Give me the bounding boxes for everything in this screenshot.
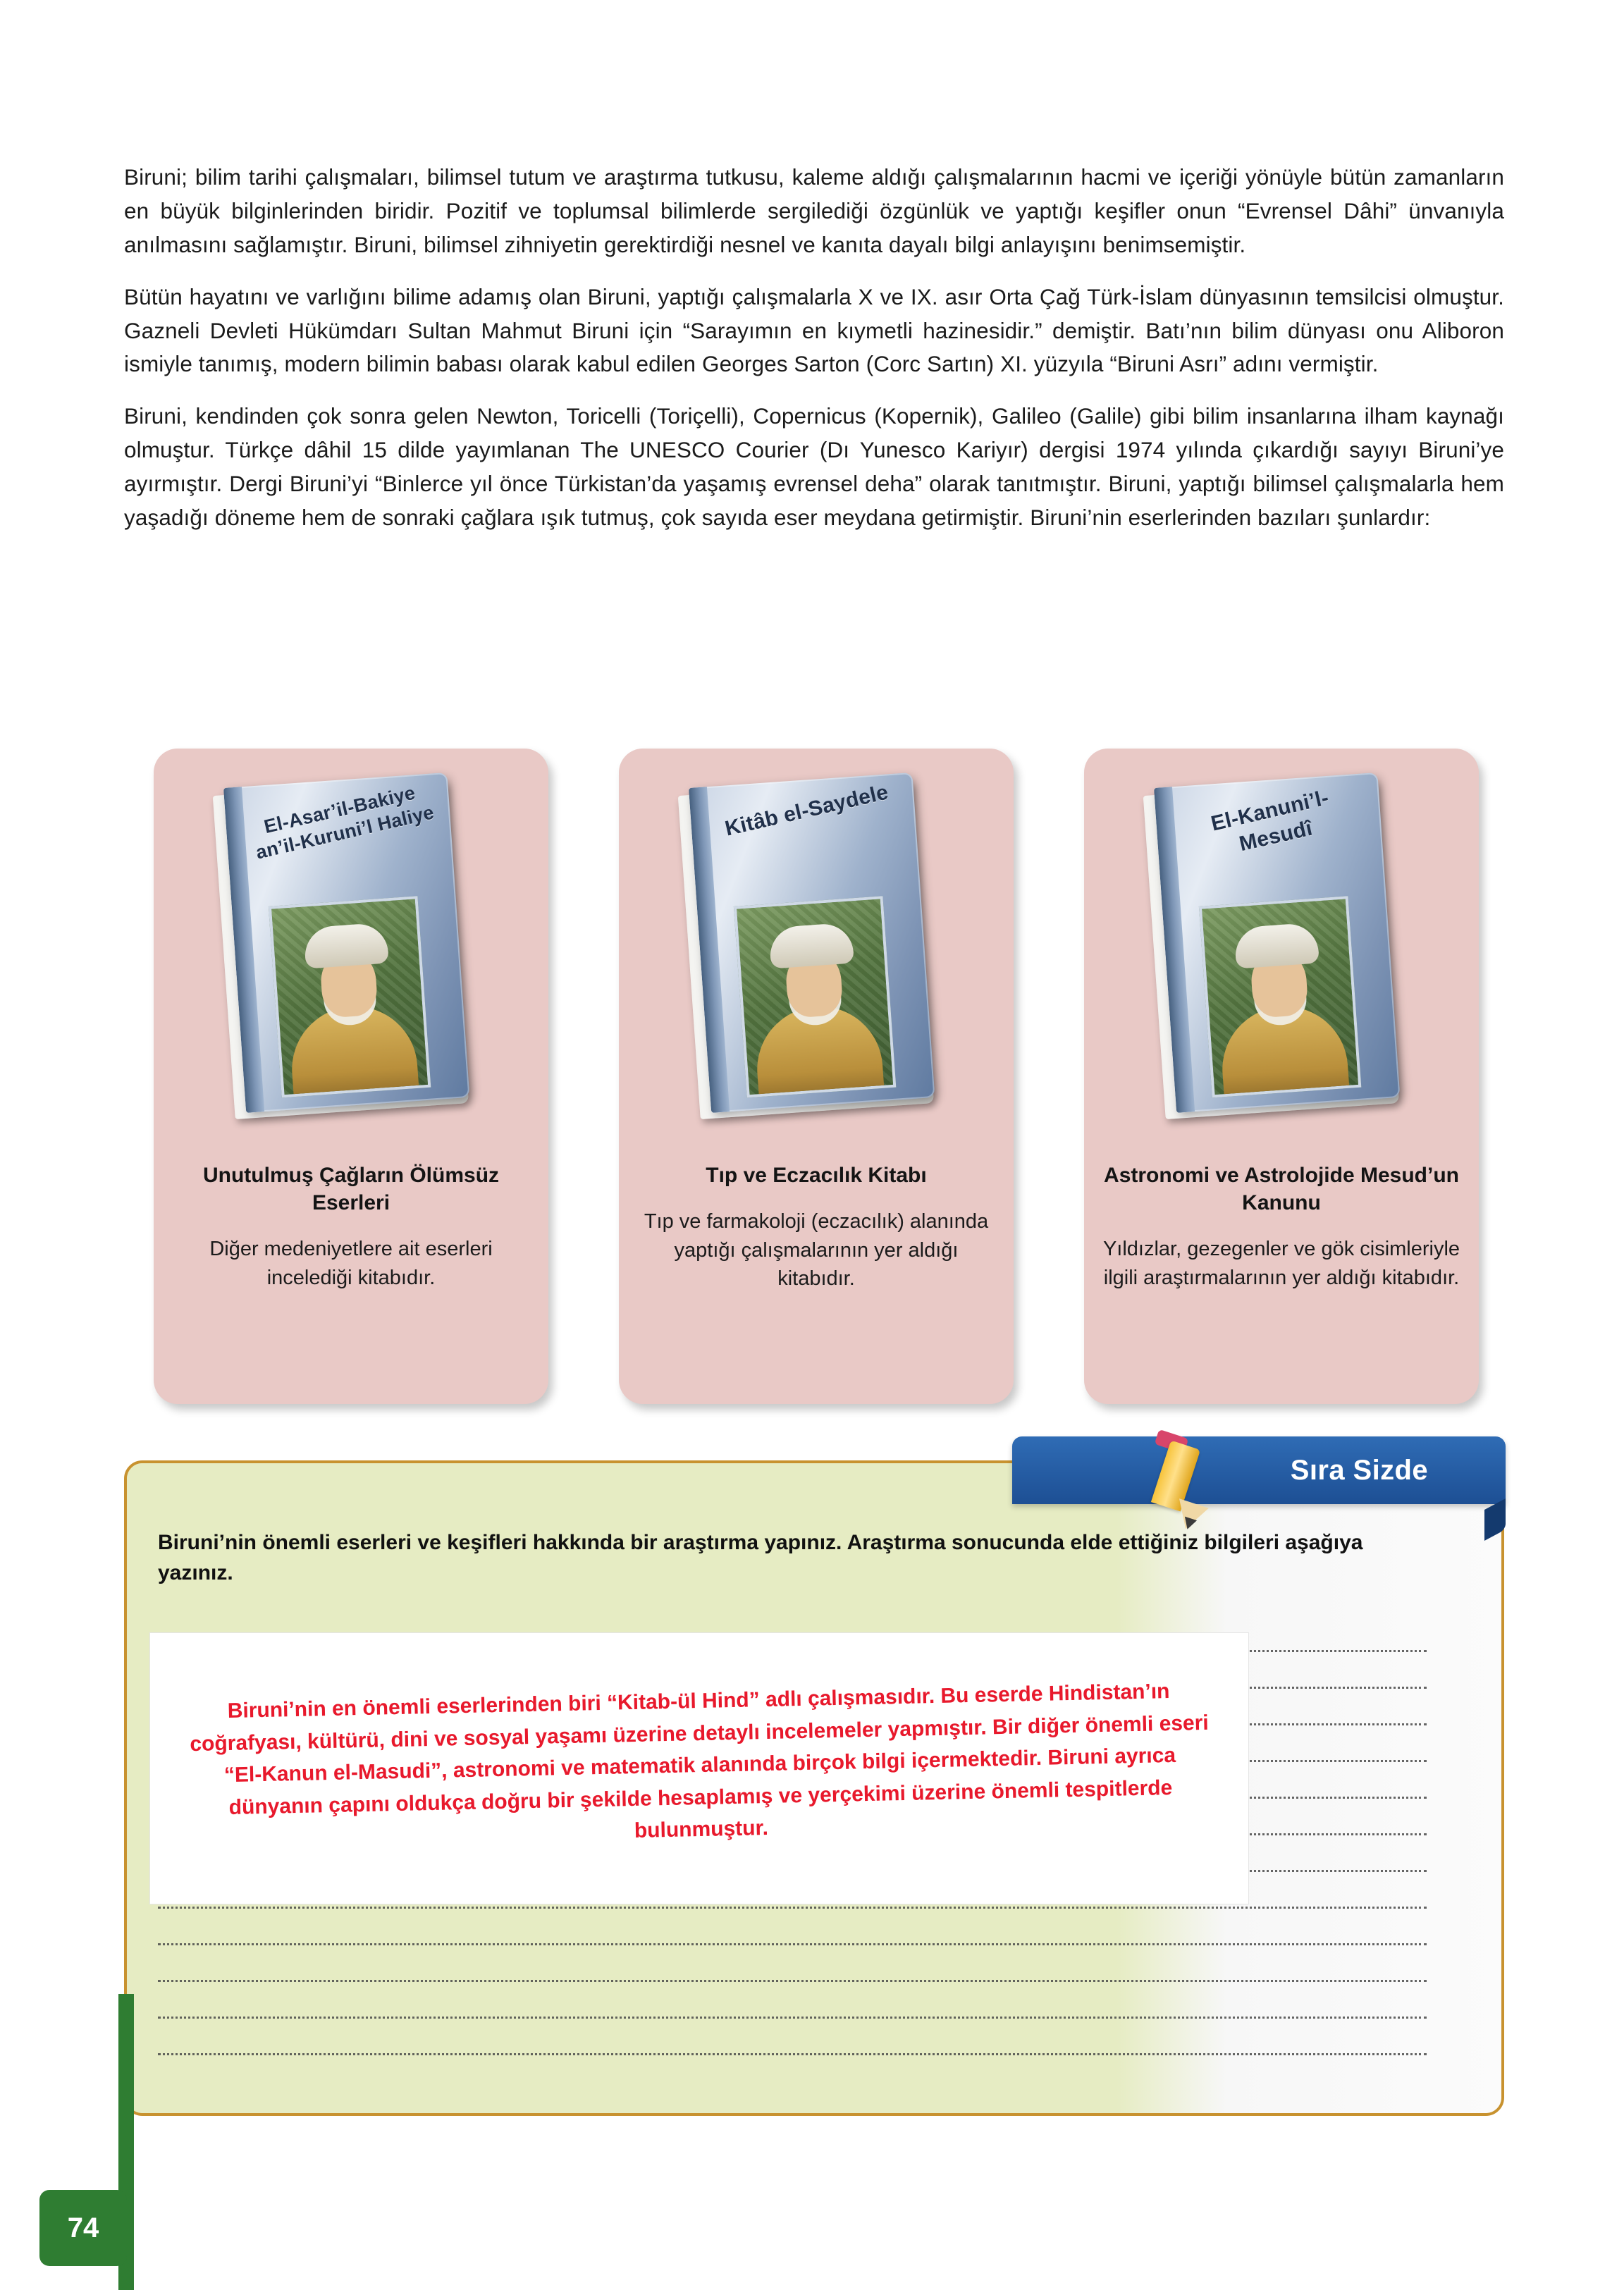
book-card-title: Tıp ve Eczacılık Kitabı [706, 1164, 927, 1187]
biruni-portrait-icon [269, 896, 431, 1097]
writing-line[interactable] [158, 2019, 1427, 2055]
page-number: 74 [67, 2212, 99, 2243]
book-card [1084, 749, 1479, 1404]
book-card-list [154, 749, 1479, 1404]
book-illustration [171, 767, 531, 1156]
writing-line[interactable] [158, 1945, 1427, 1982]
pencil-icon [1131, 1439, 1236, 1531]
activity-question: Biruni’nin önemli eserleri ve keşifleri hakkında bir araştırma yapınız. Araştırma sonucunda elde ettiğiniz bilgileri aşağıya yazınız. [158, 1531, 1363, 1584]
book-cover-title: El-Kanuni’l-Mesudî [1209, 786, 1331, 856]
activity-header-tab [1012, 1436, 1506, 1504]
book-icon [689, 772, 944, 1119]
book-card-description: Tıp ve farmakoloji (eczacılık) alanında yaptığı çalışmalarının yer aldığı kitabıdır. [644, 1210, 989, 1291]
book-card-title: Astronomi ve Astrolojide Mesud’un Kanunu [1104, 1164, 1459, 1214]
page-number-badge [39, 2190, 127, 2266]
activity-title: Sıra Sizde [1290, 1454, 1428, 1486]
book-cover [1154, 772, 1400, 1113]
biruni-portrait-icon [734, 896, 896, 1097]
answer-text: Biruni’nin en önemli eserlerinden biri “Kitab-ül Hind” adlı çalışmasıdır. Bu eserde Hindistan’ın coğrafyası, kültürü, dini ve sosyal yaşamı üzerine detaylı incelemeler yapmıştır. Bir diğer önemli eseri “El-Kanun el-Masudi”, astronomi ve matematik alanında birçok bilgi içermektedir. Biruni ayrıca dünyanın çapını oldukça doğru bir şekilde hesaplamış ve yerçekimi üzerine önemli tespitlerde bulunmuştur. [190, 1680, 1210, 1843]
book-card-description: Yıldızlar, gezegenler ve gök cisimleriyle ilgili araştırmalarının yer aldığı kitabıdır. [1102, 1238, 1460, 1289]
book-card-title: Unutulmuş Çağların Ölümsüz Eserleri [202, 1164, 500, 1214]
article-body [124, 161, 1504, 553]
book-card [154, 749, 548, 1404]
book-icon [223, 772, 479, 1119]
paragraph-1: Biruni; bilim tarihi çalışmaları, bilimsel tutum ve araştırma tutkusu, kaleme aldığı çalışmalarının hacmi ve içeriği yönüyle bütün zamanların en büyük bilginlerinden biridir. Pozitif ve toplumsal bilimlerde sergilediği özgünlük ve yaptığı keşifler onun “Evrensel Dâhi” ünvanıyla anılmasını sağlamıştır. Biruni, bilimsel zihniyetin gerektirdiği nesnel ve kanıta dayalı bilgi anlayışını benimsemiştir. [124, 164, 1504, 257]
book-cover-title: Kitâb el-Saydele [722, 780, 891, 841]
writing-line[interactable] [158, 1982, 1427, 2019]
book-illustration [636, 767, 997, 1156]
book-cover [689, 772, 935, 1113]
book-card-description: Diğer medeniyetlere ait eserleri incelediği kitabıdır. [209, 1238, 493, 1289]
book-cover-title: El-Asar’il-Bakiye an’il-Kuruni’l Haliye [254, 782, 436, 863]
paragraph-2: Bütün hayatını ve varlığını bilime adamış olan Biruni, yaptığı çalışmalarla X ve IX. asır Orta Çağ Türk-İslam dünyasının temsilcisi olmuştur. Gazneli Devleti Hükümdarı Sultan Mahmut Biruni için “Sarayımın en kıymetli hazinesidir.” demiştir. Batı’nın bilim dünyası onu Aliboron ismiyle tanımış, modern bilimin babası olarak kabul edilen Georges Sarton (Corc Sartın) XI. yüzyıla “Biruni Asrı” adını vermiştir. [124, 283, 1504, 377]
biruni-portrait-icon [1199, 896, 1361, 1097]
paragraph-3: Biruni, kendinden çok sonra gelen Newton, Toricelli (Toriçelli), Copernicus (Kopernik), Galileo (Galile) gibi bilim insanlarına ilham kaynağı olmuştur. Türkçe dâhil 15 dilde yayımlanan The UNESCO Courier (Dı Yunesco Kariyır) dergisi 1974 yılında çıkardığı sayıyı Biruni’ye ayırmıştır. Dergi Biruni’yi “Binlerce yıl önce Türkistan’da yaşamış evrensel deha” olarak tanıtmıştır. Biruni, yaptığı bilimsel çalışmalarla hem yaşadığı döneme hem de sonraki çağlara ışık tutmuş, çok sayıda eser meydana getirmiştir. Biruni’nin eserlerinden bazıları şunlardır: [124, 403, 1504, 530]
book-cover [223, 772, 469, 1113]
book-illustration [1101, 767, 1462, 1156]
book-card [619, 749, 1014, 1404]
writing-line[interactable] [158, 1909, 1427, 1945]
answer-overlay [149, 1632, 1249, 1904]
book-icon [1154, 772, 1409, 1119]
